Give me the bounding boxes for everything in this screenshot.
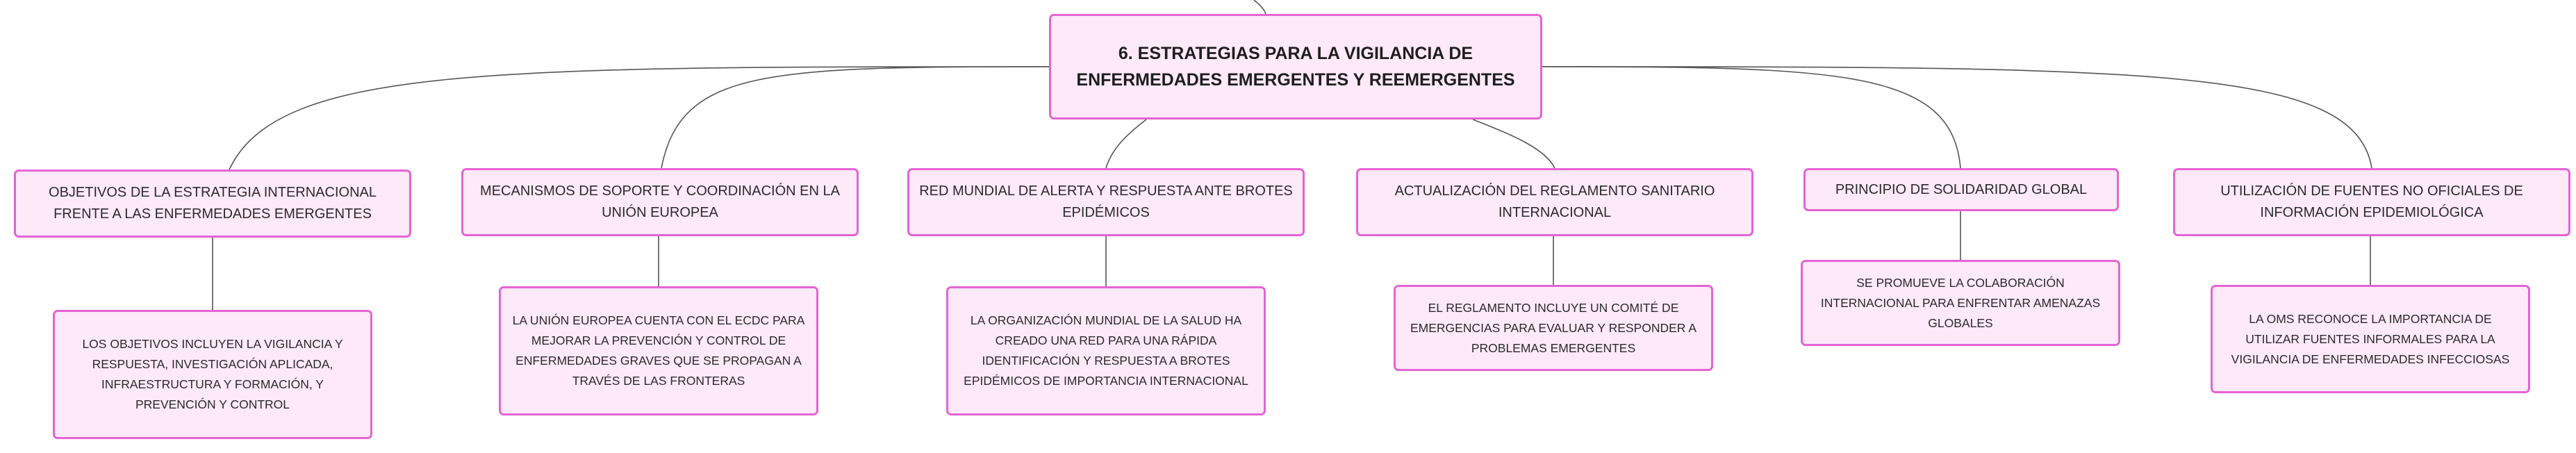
connector-root-branch-2 xyxy=(661,67,1049,168)
connector-root-branch-5 xyxy=(1542,67,1960,168)
branch-label: PRINCIPIO DE SOLIDARIDAD GLOBAL xyxy=(1835,181,2088,197)
connector-root-branch-6 xyxy=(1542,67,2372,168)
branch-red-mundial[interactable] xyxy=(907,168,1305,236)
branch-label: OBJETIVOS DE LA ESTRATEGIA INTERNACIONAL FRENTE A LAS ENFERMEDADES EMERGENTES xyxy=(49,185,377,222)
connector-root-branch-1 xyxy=(229,67,1049,170)
detail-label: LA UNIÓN EUROPEA CUENTA CON EL ECDC PARA MEJORAR LA PREVENCIÓN Y CONTROL DE ENFERMEDADES GRAVES QUE SE PROPAGAN A TRAVÉS DE LAS FRONTERAS xyxy=(512,313,805,388)
detail-label: LOS OBJETIVOS INCLUYEN LA VIGILANCIA Y RESPUESTA, INVESTIGACIÓN APLICADA, INFRAESTRUCTURA Y FORMACIÓN, Y PREVENCIÓN Y CONTROL xyxy=(82,337,343,411)
connector-root-branch-3 xyxy=(1106,120,1146,168)
branch-objetivos[interactable] xyxy=(14,170,411,238)
branch-reglamento-sanitario[interactable] xyxy=(1356,168,1753,236)
detail-objetivos[interactable] xyxy=(53,310,372,439)
connector-root-branch-4 xyxy=(1473,120,1555,168)
detail-solidaridad-global[interactable] xyxy=(1801,260,2120,346)
branch-label: ACTUALIZACIÓN DEL REGLAMENTO SANITARIO INTERNACIONAL xyxy=(1394,183,1715,220)
detail-label: SE PROMUEVE LA COLABORACIÓN INTERNACIONAL PARA ENFRENTAR AMENAZAS GLOBALES xyxy=(1820,275,2101,330)
detail-label: EL REGLAMENTO INCLUYE UN COMITÉ DE EMERGENCIAS PARA EVALUAR Y RESPONDER A PROBLEMAS EMERGENTES xyxy=(1410,300,1697,355)
branch-mecanismos-ue[interactable] xyxy=(461,168,859,236)
detail-mecanismos-ue[interactable] xyxy=(499,286,818,415)
connector-root-top xyxy=(1254,0,1266,14)
detail-fuentes-no-oficiales[interactable] xyxy=(2211,285,2530,393)
branch-fuentes-no-oficiales[interactable] xyxy=(2173,168,2570,236)
detail-label: LA OMS RECONOCE LA IMPORTANCIA DE UTILIZAR FUENTES INFORMALES PARA LA VIGILANCIA DE ENFERMEDADES INFECCIOSAS xyxy=(2231,311,2510,366)
branch-solidaridad-global[interactable] xyxy=(1803,168,2119,211)
detail-reglamento-sanitario[interactable] xyxy=(1394,285,1713,371)
detail-red-mundial[interactable] xyxy=(946,286,1266,415)
root-topic[interactable] xyxy=(1049,14,1542,120)
branch-label: RED MUNDIAL DE ALERTA Y RESPUESTA ANTE BROTES EPIDÉMICOS xyxy=(919,183,1293,220)
branch-label: UTILIZACIÓN DE FUENTES NO OFICIALES DE INFORMACIÓN EPIDEMIOLÓGICA xyxy=(2220,183,2523,220)
branch-label: MECANISMOS DE SOPORTE Y COORDINACIÓN EN LA UNIÓN EUROPEA xyxy=(480,183,840,220)
root-topic-label: 6. ESTRATEGIAS PARA LA VIGILANCIA DE ENFERMEDADES EMERGENTES Y REEMERGENTES xyxy=(1076,44,1515,90)
detail-label: LA ORGANIZACIÓN MUNDIAL DE LA SALUD HA CREADO UNA RED PARA UNA RÁPIDA IDENTIFICACIÓN Y RESPUESTA A BROTES EPIDÉMICOS DE IMPORTANCIA INTERNACIONAL xyxy=(964,313,1248,388)
